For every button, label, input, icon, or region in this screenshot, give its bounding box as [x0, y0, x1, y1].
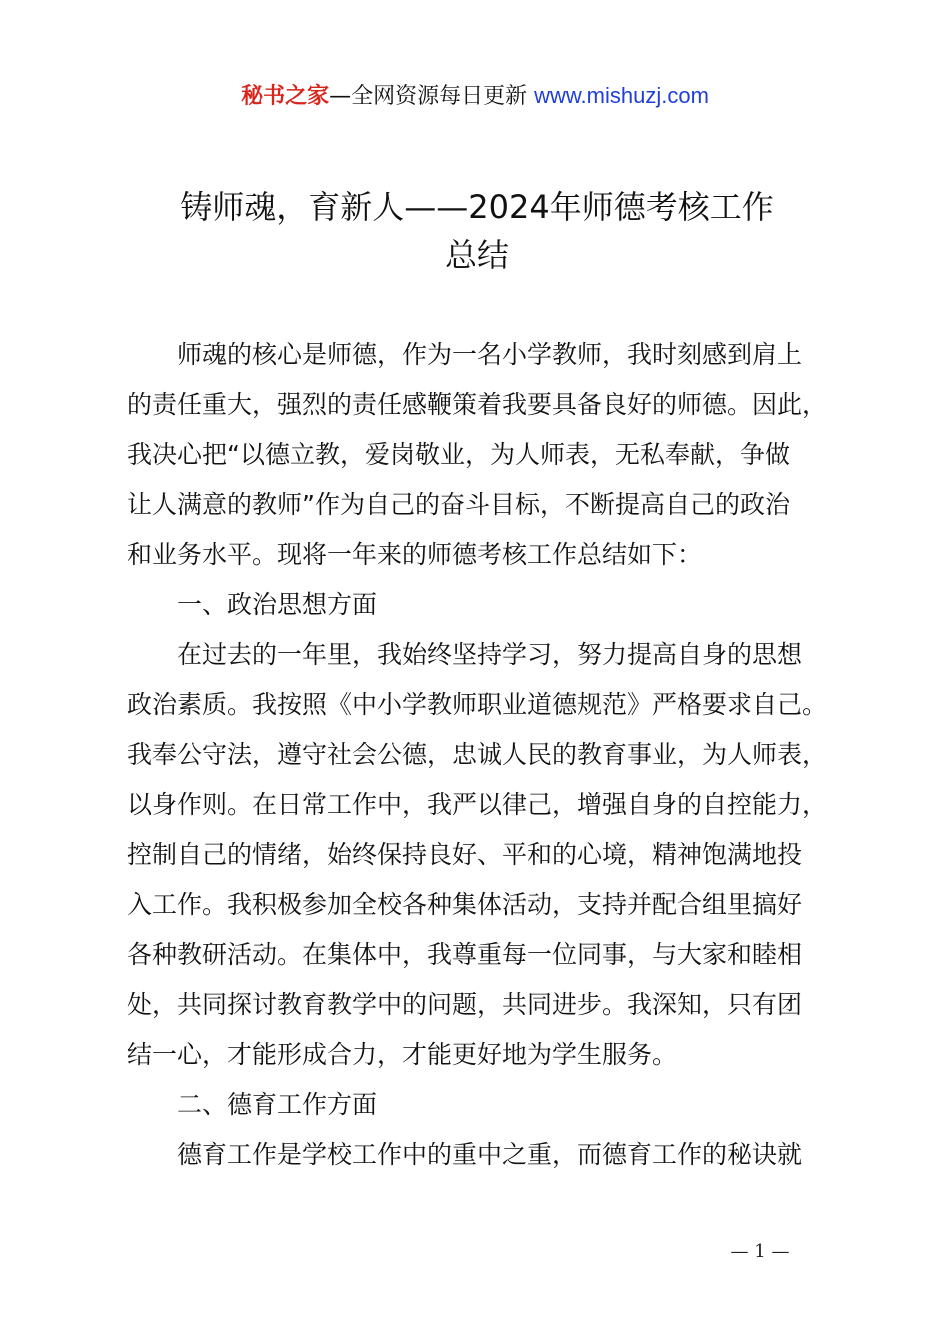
text-line: 各种教研活动。在集体中，我尊重每一位同事，与大家和睦相: [127, 940, 803, 969]
paragraph-politics: [127, 630, 833, 1080]
text-line: 以身作则。在日常工作中，我严以律己，增强自身的自控能力，: [127, 790, 828, 819]
text-line: 我奉公守法，遵守社会公德，忠诚人民的教育事业，为人师表，: [127, 740, 828, 769]
document-body: [127, 330, 833, 1180]
text-line: 让人满意的教师”作为自己的奋斗目标，不断提高自己的政治: [127, 490, 790, 519]
site-banner: [0, 80, 950, 113]
text-line: 我决心把“以德立教，爱岗敬业，为人师表，无私奉献，争做: [127, 440, 790, 469]
paragraph-moral-education: [127, 1130, 833, 1180]
site-brand-name: 秘书之家: [241, 84, 330, 109]
banner-dash: —: [329, 84, 352, 109]
document-title: [127, 183, 827, 279]
heading-line: 一、政治思想方面: [177, 590, 378, 619]
text-line: 处，共同探讨教育教学中的问题，共同进步。我深知，只有团: [127, 990, 803, 1019]
paragraph-intro: [127, 330, 833, 580]
heading-line: 二、德育工作方面: [177, 1090, 378, 1119]
text-line: 德育工作是学校工作中的重中之重，而德育工作的秘诀就: [177, 1140, 803, 1169]
text-line: 政治素质。我按照《中小学教师职业道德规范》严格要求自己。: [127, 690, 828, 719]
text-line: 师魂的核心是师德，作为一名小学教师，我时刻感到肩上: [177, 340, 803, 369]
text-line: 控制自己的情绪，始终保持良好、平和的心境，精神饱满地投: [127, 840, 803, 869]
text-line: 在过去的一年里，我始终坚持学习，努力提高自身的思想: [177, 640, 803, 669]
text-line: 结一心，才能形成合力，才能更好地为学生服务。: [127, 1040, 678, 1069]
site-slogan: 全网资源每日更新: [351, 84, 528, 109]
site-url-link[interactable]: www.mishuzj.com: [534, 83, 709, 108]
text-line: 入工作。我积极参加全校各种集体活动，支持并配合组里搞好: [127, 890, 803, 919]
section-heading-moral-education: [127, 1080, 833, 1130]
page-number: — 1 —: [730, 1241, 790, 1262]
title-line-1: 铸师魂，育新人——2024年师德考核工作: [180, 188, 774, 226]
section-heading-politics: [127, 580, 833, 630]
text-line: 和业务水平。现将一年来的师德考核工作总结如下：: [127, 540, 703, 569]
title-line-2: 总结: [444, 236, 509, 274]
text-line: 的责任重大，强烈的责任感鞭策着我要具备良好的师德。因此，: [127, 390, 828, 419]
